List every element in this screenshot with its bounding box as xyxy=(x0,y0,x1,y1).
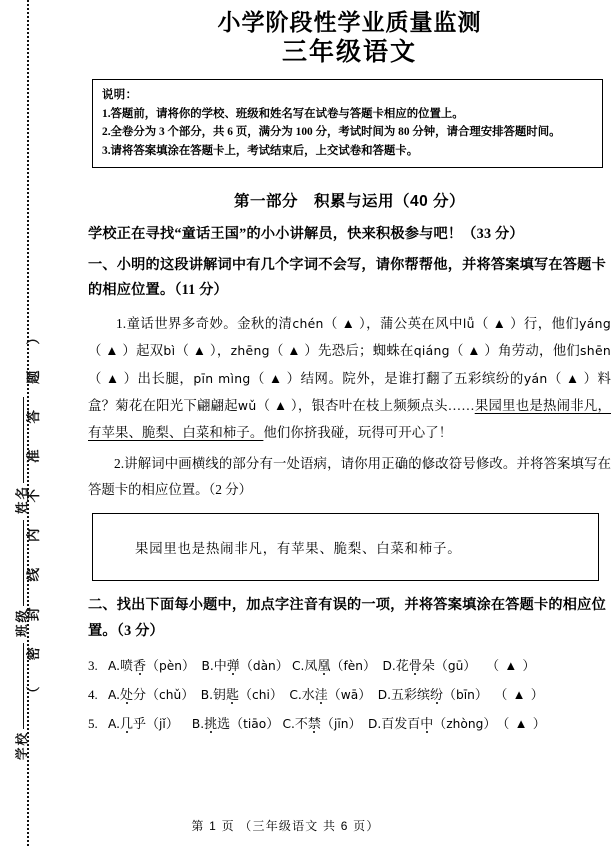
option-pinyin: gū xyxy=(447,659,464,674)
part-one-title: 第一部分 积累与运用（40 分） xyxy=(233,193,466,210)
answer-box-sentence: 果园里也是热闹非凡，有苹果、脆梨、白菜和柿子。 xyxy=(135,541,462,557)
q2-text-b: 修改。并将答案填写在答题卡的相应位置。（2 分） xyxy=(88,455,611,498)
option-word-pre: 水 xyxy=(301,687,315,703)
part-one-lead: 学校正在寻找“童话王国”的小小讲解员，快来积极参与吧！（33 分） xyxy=(88,226,524,242)
instructions-box xyxy=(92,79,603,168)
option-dotted-char: 几 xyxy=(120,716,134,732)
option-pinyin: chǔ xyxy=(159,688,182,703)
option-word-pre: 凤 xyxy=(304,658,318,674)
mcq-option[interactable]: C.不禁（jīn） xyxy=(282,716,362,732)
mcq-number: 5. xyxy=(88,716,98,732)
mcq-option[interactable]: D.五彩缤纷（bīn） xyxy=(377,687,488,703)
option-dotted-char: 禁 xyxy=(307,716,321,732)
option-label: C. xyxy=(289,688,302,703)
question-one-prompt: 一、小明的这段讲解词中有几个字词不会写，请你帮帮他，并将答案填写在答题卡的相应位置。（11 分） xyxy=(88,257,606,299)
pinyin-pinming: pīn mìng xyxy=(193,370,251,386)
answer-box[interactable] xyxy=(92,513,599,581)
passage-number: 1. xyxy=(116,315,127,331)
option-word-post: 朵 xyxy=(421,658,435,674)
instructions-heading: 说明： xyxy=(102,89,138,102)
passage-seg: 先恐后；蜘蛛在 xyxy=(318,343,414,359)
option-dotted-char: 纷 xyxy=(430,687,444,703)
option-pinyin: jīn xyxy=(333,717,349,732)
pinyin-qiang: qiáng xyxy=(413,343,450,359)
option-pinyin: chi xyxy=(252,688,270,703)
pinyin-bi: bì xyxy=(163,343,176,359)
sealing-info-fields xyxy=(12,391,30,760)
question-one-passage xyxy=(88,310,611,447)
mcq-answer-blank[interactable]: （ ▲ ） xyxy=(494,687,545,703)
option-pinyin: zhòng xyxy=(446,717,484,732)
mcq-option[interactable]: A.处分（chǔ） xyxy=(108,687,195,703)
name-field-rule[interactable] xyxy=(23,397,24,483)
option-word-pre: 百发百 xyxy=(381,716,421,732)
option-word-pre: 五彩缤 xyxy=(391,687,431,703)
mcq-option[interactable]: B.钥匙（chi） xyxy=(200,687,283,703)
option-label: C. xyxy=(292,659,305,674)
option-dotted-char: 匙 xyxy=(225,687,239,703)
passage-seg: 角劳动，他们 xyxy=(498,343,581,359)
mcq-option[interactable]: D.花骨朵（gū） xyxy=(382,658,477,674)
option-dotted-char: 弹 xyxy=(226,658,240,674)
mcq-answer-blank[interactable]: （ ▲ ） xyxy=(486,658,537,674)
option-word-post: 选 xyxy=(217,716,231,732)
mcq-row xyxy=(88,652,611,681)
passage-seg: 童话世界多奇妙。金秋的清 xyxy=(126,315,293,331)
option-pinyin: pèn xyxy=(159,659,183,674)
pinyin-wu: wǔ xyxy=(237,397,257,413)
blank-mark[interactable]: （ ▲ ） xyxy=(323,315,367,331)
instructions-list xyxy=(102,105,593,160)
blank-mark[interactable]: （ ▲ ） xyxy=(256,397,298,413)
pinyin-zheng: zhēng xyxy=(230,343,270,359)
option-dotted-char: 香 xyxy=(133,658,147,674)
blank-mark[interactable]: （ ▲ ） xyxy=(250,370,301,386)
blank-mark[interactable]: （ ▲ ） xyxy=(449,343,499,359)
mcq-list xyxy=(88,652,611,739)
mcq-option[interactable]: C.水洼（wā） xyxy=(289,687,372,703)
option-label: B. xyxy=(191,717,205,732)
option-pinyin: tiāo xyxy=(243,717,267,732)
sealing-margin xyxy=(0,0,88,846)
blank-mark[interactable]: （ ▲ ） xyxy=(175,343,217,359)
option-pinyin: jǐ xyxy=(159,717,166,732)
passage-seg: ， xyxy=(216,343,231,359)
pinyin-chen: chén xyxy=(292,315,324,331)
passage-seg: ，银杏叶在枝上频频点头…… xyxy=(297,397,475,413)
question-two-section-prompt: 二、找出下面每小题中，加点字注音有误的一项，并将答案填涂在答题卡的相应位置。（3 分） xyxy=(88,597,606,639)
school-field-rule[interactable] xyxy=(23,643,24,729)
mcq-option[interactable]: B.中弹（dàn） xyxy=(201,658,289,674)
mcq-answer-blank[interactable]: （ ▲ ） xyxy=(496,716,547,732)
option-pinyin: dàn xyxy=(252,659,276,674)
option-label: A. xyxy=(108,717,120,732)
option-pinyin: fèn xyxy=(343,659,363,674)
option-word-pre: 不 xyxy=(294,716,308,732)
passage-seg: 起双 xyxy=(136,343,164,359)
class-field-rule[interactable] xyxy=(23,520,24,606)
option-dotted-char: 洼 xyxy=(314,687,328,703)
option-dotted-char: 凰 xyxy=(317,658,331,674)
blank-mark[interactable]: （ ▲ ） xyxy=(88,370,138,386)
option-dotted-char: 处 xyxy=(120,687,134,703)
mcq-option[interactable]: C.凤凰（fèn） xyxy=(292,658,376,674)
option-pinyin: wā xyxy=(340,688,359,703)
name-field-label: 姓名 xyxy=(15,484,29,514)
page-footer: 第 1 页 （三年级语文 共 6 页） xyxy=(191,819,380,833)
passage-seg: 行，他们 xyxy=(523,315,580,331)
option-label: B. xyxy=(201,659,214,674)
passage-seg: 料盒？菊花在阳光下翩翩起 xyxy=(88,370,611,413)
pinyin-shen: shēn xyxy=(580,343,611,359)
option-word-post: 分 xyxy=(133,687,147,703)
mcq-option[interactable]: A.几乎（jǐ） xyxy=(108,716,179,732)
option-label: D. xyxy=(382,659,396,674)
blank-mark[interactable]: （ ▲ ） xyxy=(474,315,524,331)
instruction-item: 1.答题前，请将你的学校、班级和姓名写在试卷与答题卡相应的位置上。 xyxy=(102,107,464,120)
question-two-prompt xyxy=(88,451,611,503)
option-label: A. xyxy=(108,659,120,674)
option-dotted-char: 骨 xyxy=(408,658,422,674)
option-label: B. xyxy=(200,688,213,703)
passage-seg: 出长腿， xyxy=(137,370,194,386)
passage-seg: 他们你挤我碰，玩得可开心了！ xyxy=(263,425,453,441)
sealing-line-text: （密封线内不准答题） xyxy=(26,305,41,700)
passage-seg: ，蒲公英在风中 xyxy=(366,315,463,331)
mcq-number: 4. xyxy=(88,687,98,703)
option-word-pre: 中 xyxy=(213,658,227,674)
pinyin-yang: yáng xyxy=(579,315,611,331)
exam-sheet xyxy=(88,0,611,846)
option-dotted-char: 挑 xyxy=(204,716,218,732)
blank-mark[interactable]: （ ▲ ） xyxy=(88,343,137,359)
option-label: D. xyxy=(377,688,391,703)
q2-number: 2. xyxy=(114,455,125,471)
page-title: 小学阶段性学业质量监测 xyxy=(217,9,482,35)
school-field-label: 学校 xyxy=(15,730,29,760)
instruction-item: 2.全卷分为 3 个部分，共 6 页，满分为 100 分，考试时间为 80 分钟，请合理安排答题时间。 xyxy=(102,126,561,139)
mcq-option[interactable]: D.百发百中（zhòng） xyxy=(367,716,497,732)
option-label: A. xyxy=(108,688,120,703)
instruction-item: 3.请将答案填涂在答题卡上，考试结束后，上交试卷和答题卡。 xyxy=(102,144,419,157)
mcq-row xyxy=(88,681,611,710)
mcq-option[interactable]: A.喷香（pèn） xyxy=(108,658,196,674)
mcq-number: 3. xyxy=(88,658,98,674)
blank-mark[interactable]: （ ▲ ） xyxy=(269,343,319,359)
mcq-option[interactable]: B.挑选（tiāo） xyxy=(191,716,280,732)
blank-mark[interactable]: （ ▲ ） xyxy=(547,370,598,386)
option-label: D. xyxy=(367,717,382,732)
option-word-pre: 花 xyxy=(395,658,409,674)
option-word-post: 乎 xyxy=(133,716,147,732)
option-label: C. xyxy=(282,717,295,732)
q2-text-a: 讲解词中画横线的部分有一处语病，请你用 xyxy=(124,455,382,471)
pinyin-lv: lǚ xyxy=(462,315,475,331)
pinyin-yan: yán xyxy=(523,370,548,386)
q2-emphasis: 正确的修改符号 xyxy=(381,456,476,475)
option-pinyin: bīn xyxy=(456,688,475,703)
option-word-pre: 喷 xyxy=(120,658,134,674)
passage-underlined-sentence: 果园里也是热闹非凡，有苹果、脆梨、白菜和柿子。 xyxy=(88,397,611,441)
class-field-label: 班级 xyxy=(15,607,29,637)
option-dotted-char: 中 xyxy=(420,716,434,732)
page-subtitle: 三年级语文 xyxy=(281,38,417,67)
passage-seg: 结网。院外，是谁打翻了五彩缤纷的 xyxy=(300,370,524,386)
option-word-pre: 钥 xyxy=(212,687,226,703)
mcq-row xyxy=(88,710,611,739)
